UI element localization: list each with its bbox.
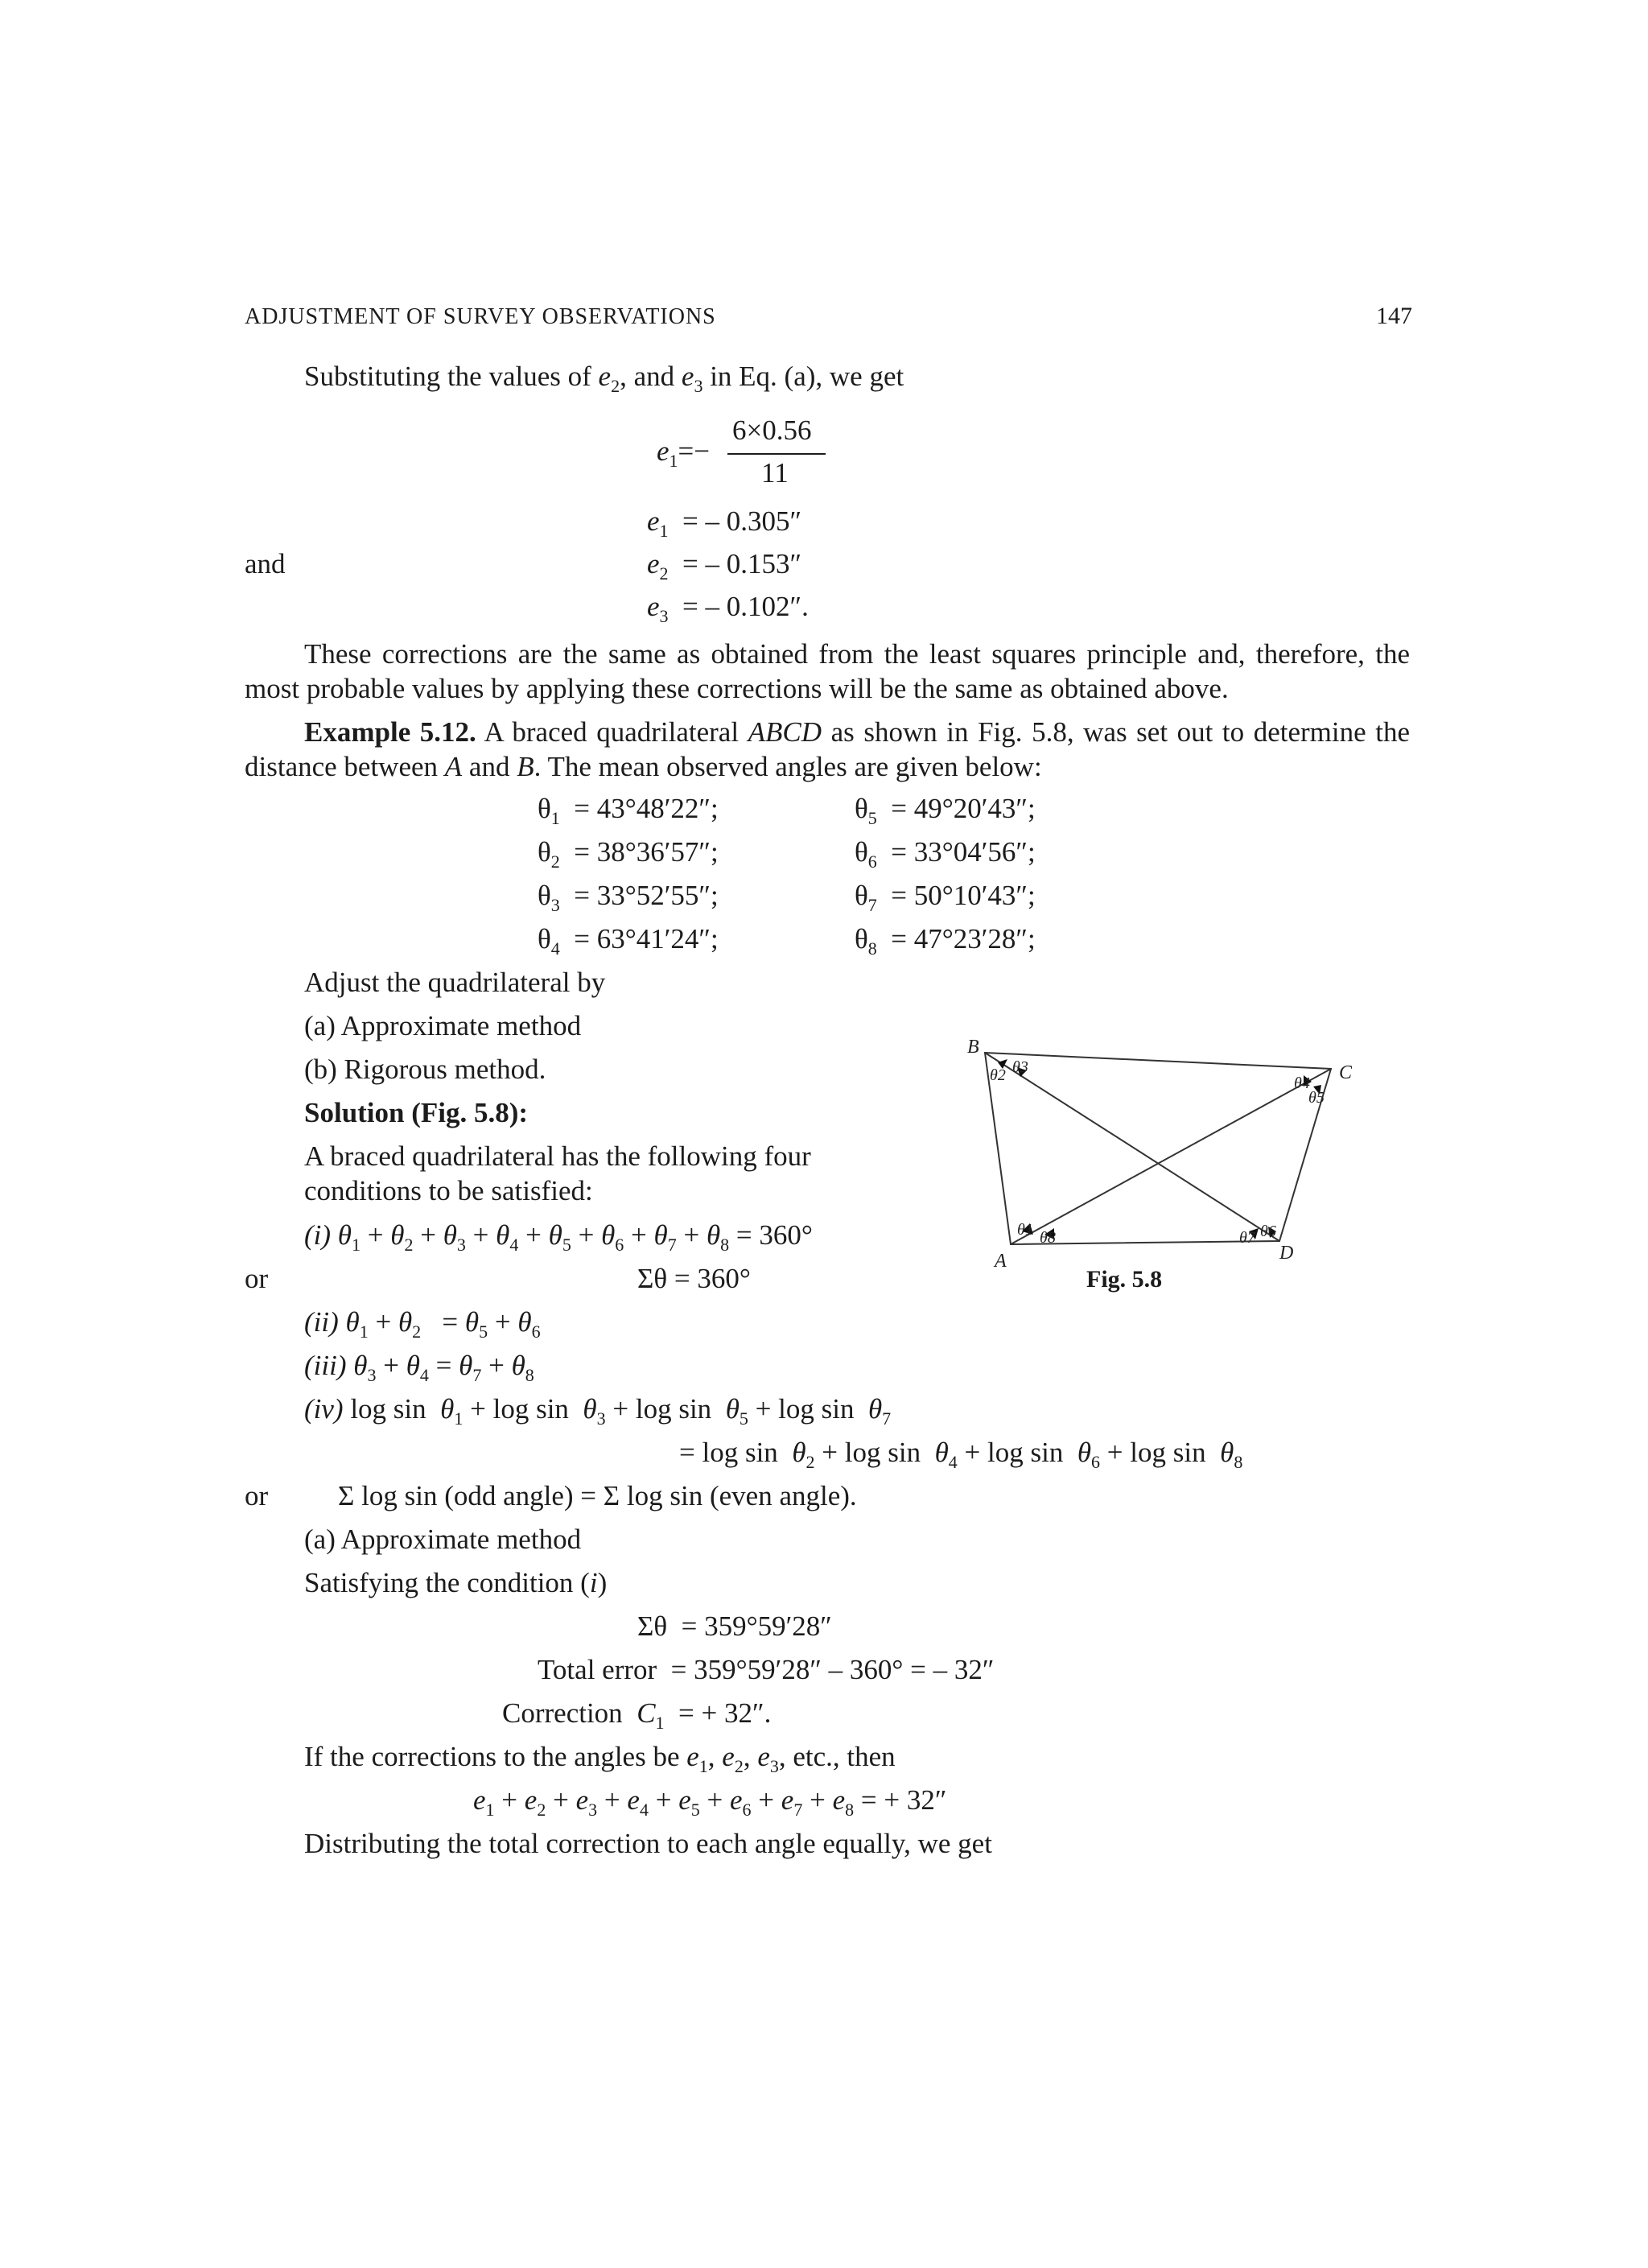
substituting-line: Substituting the values of $e_2$, and $e_3$ in Eq. (a), we get (304, 361, 904, 396)
condition-iv-line1: (iv) $\log \sin \theta_1 + \log \sin \theta_3 + \log \sin \theta_5 + \log \sin \theta_7$ (304, 1393, 892, 1429)
example-label: Example 5.12. (304, 716, 476, 748)
example-paragraph: Example 5.12. A braced quadrilateral ABCD as shown in Fig. 5.8, was set out to determine the distance between A and B. The mean observed angles are given below: (245, 716, 1410, 782)
adjust-line: Adjust the quadrilateral by (304, 967, 606, 998)
sum-theta-observed: Σθ = 359°59′28″ (637, 1610, 832, 1642)
or-word-1: or (245, 1263, 269, 1294)
result-e1: $e_1$ = – 0.305″ (647, 505, 802, 541)
condition-iii: (iii) $\theta_3 + \theta_4 = \theta_7 + \theta_8$ (304, 1350, 534, 1385)
running-title: ADJUSTMENT OF SURVEY OBSERVATIONS (245, 304, 716, 329)
result-e3: $e_3$ = – 0.102″. (647, 591, 809, 626)
fraction-numerator: 6×0.56 (732, 414, 812, 446)
substituting-text-c: in Eq. (a), we get (702, 361, 904, 392)
satisfying-condition: Satisfying the condition (i) (304, 1567, 608, 1598)
approximate-method-heading: (a) Approximate method (304, 1524, 582, 1555)
angle-theta6: $\theta_6 = 33^\circ 04'56''$; (855, 836, 1036, 872)
figure-theta7: θ7 (1239, 1229, 1255, 1247)
sum-corrections-equation: $e_1 + e_2 + e_3 + e_4 + e_5 + e_6 + e_7 + e_8$ = + 32″ (473, 1784, 947, 1820)
figure-label-b: B (967, 1038, 979, 1058)
total-error-line: Total error = 359°59′28″ – 360° = – 32″ (538, 1654, 995, 1685)
condition-i: (i) $\theta_1 + \theta_2 + \theta_3 + \theta_4 + \theta_5 + \theta_6 + \theta_7 + \theta_8 = 360^\circ$ (304, 1219, 813, 1255)
figure-theta2: θ2 (990, 1066, 1006, 1084)
figure-label-d: D (1279, 1243, 1294, 1264)
figure-theta1: θ1 (1017, 1221, 1033, 1239)
fraction-denominator: 11 (761, 457, 789, 489)
diagonal-ac (1011, 1069, 1331, 1244)
rigorous-method-option: (b) Rigorous method. (304, 1054, 546, 1085)
figure-label-c: C (1339, 1062, 1352, 1083)
angle-theta5: $\theta_5 = 49^\circ 20'43''$; (855, 793, 1036, 828)
angle-theta4: $\theta_4 = 63^\circ 41'24''$; (538, 923, 719, 959)
result-e2: $e_2$ = – 0.153″ (647, 548, 802, 583)
solution-heading: Solution (Fig. 5.8): (304, 1097, 529, 1128)
if-corrections-line: If the corrections to the angles be $e_1$, $e_2$, $e_3$, etc., then (304, 1741, 896, 1776)
condition-ii: (ii) $\theta_1 + \theta_2 = \theta_5 + \theta_6$ (304, 1306, 541, 1342)
sigma-log-sin-line: Σ log sin (odd angle) = Σ log sin (even angle). (338, 1480, 857, 1511)
braced-text-1: A braced quadrilateral has the following four (304, 1140, 811, 1172)
substituting-text-b: , and (620, 361, 682, 392)
approximate-method-option: (a) Approximate method (304, 1010, 582, 1041)
fraction-bar (727, 453, 826, 455)
page-number: 147 (1376, 303, 1412, 329)
paragraph-corrections: These corrections are the same as obtained from the least squares principle and, therefore, the most probable values by applying these corrections will be the same as obtained above. (245, 638, 1410, 704)
and-word: and (245, 548, 286, 579)
quadrilateral-outline (985, 1053, 1331, 1244)
figure-label-a: A (995, 1251, 1007, 1272)
figure-theta8: θ8 (1040, 1229, 1056, 1247)
braced-text-2: conditions to be satisfied: (304, 1175, 593, 1206)
figure-theta5: θ5 (1308, 1089, 1325, 1107)
angle-theta7: $\theta_7 = 50^\circ 10'43''$; (855, 880, 1036, 915)
figure-theta6: θ6 (1260, 1223, 1276, 1240)
angle-theta3: $\theta_3 = 33^\circ 52'55''$; (538, 880, 719, 915)
sum-theta: Σθ = 360° (637, 1263, 751, 1294)
angle-theta8: $\theta_8 = 47^\circ 23'28''$; (855, 923, 1036, 959)
figure-caption: Fig. 5.8 (1086, 1266, 1163, 1293)
condition-iv-line2: = $\log \sin \theta_2 + \log \sin \theta_4 + \log \sin \theta_6 + \log \sin \theta_8$ (679, 1437, 1243, 1472)
substituting-text-a: Substituting the values of (304, 361, 599, 392)
angle-theta2: $\theta_2 = 38^\circ 36'57''$; (538, 836, 719, 872)
distributing-line: Distributing the total correction to each angle equally, we get (304, 1828, 992, 1859)
or-word-2: or (245, 1480, 269, 1511)
fraction-lhs: $e_1=-$ (657, 435, 711, 471)
figure-theta3: θ3 (1012, 1058, 1028, 1076)
figure-braced-quadrilateral (950, 1038, 1352, 1272)
diagonal-bd (985, 1053, 1279, 1241)
figure-theta4: θ4 (1294, 1074, 1310, 1092)
angle-theta1: $\theta_1 = 43^\circ 48'22''$; (538, 793, 719, 828)
correction-line: Correction $C_1$ = + 32″. (502, 1697, 772, 1733)
